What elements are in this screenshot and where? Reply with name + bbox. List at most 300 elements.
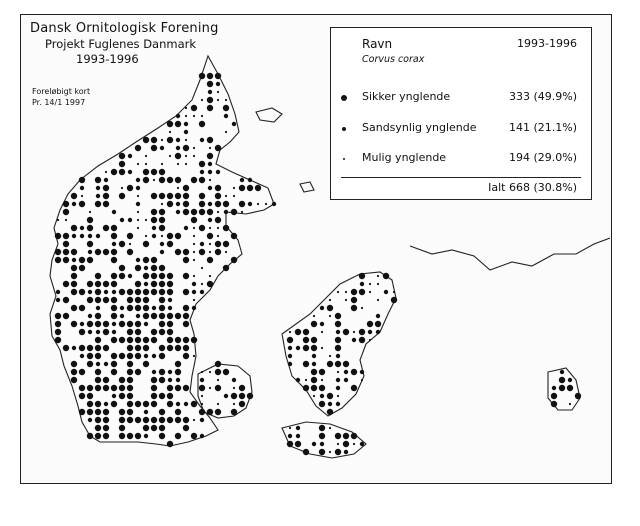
observation-dot (144, 434, 148, 438)
observation-dot (151, 377, 157, 383)
observation-dot (105, 171, 107, 173)
observation-dot (119, 161, 125, 167)
observation-dot (344, 370, 348, 374)
observation-dot (145, 235, 147, 237)
observation-dot (167, 233, 173, 239)
observation-dot (137, 195, 139, 197)
observation-dot (335, 433, 341, 439)
observation-dot (103, 225, 109, 231)
observation-dot (185, 155, 187, 157)
observation-dot (127, 249, 133, 255)
observation-dot (159, 345, 165, 351)
observation-dot (359, 289, 365, 295)
observation-dot (223, 225, 229, 231)
observation-dot (159, 209, 165, 215)
observation-dot (327, 393, 333, 399)
observation-dot (87, 241, 93, 247)
observation-dot (217, 91, 219, 93)
observation-dot (361, 307, 363, 309)
observation-dot (335, 449, 341, 455)
observation-dot (136, 178, 140, 182)
observation-dot (303, 385, 309, 391)
observation-dot (112, 330, 116, 334)
observation-dot (95, 297, 101, 303)
observation-dot (233, 403, 235, 405)
observation-dot (63, 233, 69, 239)
observation-dot (215, 201, 221, 207)
observation-dot (119, 409, 125, 415)
observation-dot (143, 305, 149, 311)
observation-dot (119, 321, 125, 327)
observation-dot (200, 378, 204, 382)
observation-dot (311, 321, 317, 327)
observation-dot (201, 371, 203, 373)
observation-dot (159, 265, 165, 271)
observation-dot (241, 211, 243, 213)
observation-dot (159, 425, 165, 431)
observation-dot (161, 203, 163, 205)
observation-dot (336, 330, 340, 334)
legend-label: Mulig ynglende (362, 151, 447, 164)
observation-dot (153, 179, 155, 181)
observation-dot (152, 354, 156, 358)
observation-dot (337, 371, 339, 373)
observation-dot (112, 242, 116, 246)
observation-dot (343, 361, 349, 367)
observation-dot (159, 313, 165, 319)
observation-dot (96, 330, 100, 334)
observation-dot (111, 401, 117, 407)
observation-dot (71, 369, 77, 375)
observation-dot (215, 409, 221, 415)
observation-dot (103, 193, 109, 199)
legend-count: 141 (21.1%) (508, 121, 577, 134)
observation-dot (88, 418, 92, 422)
large-dot-icon (341, 95, 347, 101)
observation-dot (103, 433, 109, 439)
observation-dot (337, 443, 339, 445)
observation-dot (112, 322, 116, 326)
observation-dot (185, 139, 187, 141)
observation-dot (168, 298, 172, 302)
observation-dot (345, 299, 347, 301)
observation-dot (143, 257, 149, 263)
observation-dot (135, 329, 141, 335)
observation-dot (88, 234, 92, 238)
observation-dot (144, 282, 148, 286)
observation-dot (303, 337, 309, 343)
observation-dot (199, 409, 205, 415)
legend-row-possible (331, 151, 591, 167)
observation-dot (207, 281, 213, 287)
observation-dot (95, 249, 101, 255)
observation-dot (344, 378, 348, 382)
observation-dot (95, 401, 101, 407)
observation-dot (71, 377, 77, 383)
observation-dot (377, 275, 379, 277)
observation-dot (151, 425, 157, 431)
observation-dot (360, 282, 364, 286)
observation-dot (376, 330, 380, 334)
observation-dot (232, 122, 236, 126)
observation-dot (216, 82, 220, 86)
observation-dot (287, 337, 293, 343)
observation-dot (184, 226, 188, 230)
observation-dot (151, 209, 157, 215)
observation-dot (167, 337, 173, 343)
observation-dot (289, 427, 291, 429)
observation-dot (57, 219, 59, 221)
observation-dot (183, 273, 189, 279)
observation-dot (265, 203, 267, 205)
observation-dot (145, 219, 147, 221)
observation-dot (208, 186, 212, 190)
observation-dot (209, 275, 211, 277)
observation-dot (111, 353, 117, 359)
observation-dot (160, 146, 164, 150)
observation-dot (344, 450, 348, 454)
observation-dot (79, 345, 85, 351)
observation-dot (287, 441, 293, 447)
observation-dot (143, 345, 149, 351)
observation-dot (192, 282, 196, 286)
observation-dot (295, 329, 301, 335)
observation-dot (215, 361, 221, 367)
observation-dot (183, 321, 189, 327)
observation-dot (215, 217, 221, 223)
observation-dot (167, 289, 173, 295)
observation-dot (127, 409, 133, 415)
observation-dot (369, 283, 371, 285)
observation-dot (305, 379, 307, 381)
observation-dot (224, 394, 228, 398)
observation-dot (288, 362, 292, 366)
observation-dot (96, 186, 100, 190)
observation-dot (103, 321, 109, 327)
observation-dot (111, 225, 117, 231)
observation-dot (239, 401, 245, 407)
observation-dot (167, 329, 173, 335)
observation-dot (159, 289, 165, 295)
observation-dot (63, 249, 69, 255)
observation-dot (312, 442, 316, 446)
observation-dot (88, 290, 92, 294)
observation-dot (63, 281, 69, 287)
observation-dot (127, 377, 133, 383)
observation-dot (360, 370, 364, 374)
observation-dot (152, 370, 156, 374)
observation-dot (567, 385, 573, 391)
observation-dot (361, 379, 363, 381)
observation-dot (135, 337, 141, 343)
observation-dot (88, 314, 92, 318)
observation-dot (200, 290, 204, 294)
observation-dot (184, 402, 188, 406)
observation-dot (135, 289, 141, 295)
observation-dot (320, 394, 324, 398)
observation-dot (87, 401, 93, 407)
observation-dot (151, 145, 157, 151)
observation-dot (193, 275, 195, 277)
observation-dot (159, 305, 165, 311)
observation-dot (159, 225, 165, 231)
observation-dot (161, 139, 163, 141)
observation-dot (337, 395, 339, 397)
observation-dot (168, 370, 172, 374)
observation-dot (312, 362, 316, 366)
observation-dot (231, 257, 237, 263)
observation-dot (159, 281, 165, 287)
observation-dot (176, 138, 180, 142)
observation-dot (209, 371, 211, 373)
observation-dot (80, 186, 84, 190)
observation-dot (175, 313, 181, 319)
observation-dot (72, 346, 76, 350)
observation-dot (167, 241, 173, 247)
observation-dot (225, 99, 227, 101)
observation-dot (215, 73, 221, 79)
observation-dot (103, 329, 109, 335)
observation-dot (335, 337, 341, 343)
observation-dot (377, 283, 379, 285)
observation-dot (336, 378, 340, 382)
observation-dot (207, 233, 213, 239)
legend-row-probable (331, 121, 591, 137)
observation-dot (112, 210, 116, 214)
observation-dot (143, 401, 149, 407)
observation-dot (71, 281, 77, 287)
observation-dot (128, 170, 132, 174)
observation-dot (71, 321, 77, 327)
observation-dot (159, 273, 165, 279)
observation-dot (233, 187, 235, 189)
observation-dot (103, 385, 109, 391)
observation-dot (79, 329, 85, 335)
observation-dot (359, 329, 365, 335)
observation-dot (191, 401, 197, 407)
legend-row-confirmed (331, 90, 591, 106)
observation-dot (217, 235, 219, 237)
observation-dot (303, 361, 309, 367)
observation-dot (167, 121, 173, 127)
observation-dot (552, 386, 556, 390)
observation-dot (329, 427, 331, 429)
observation-dot (63, 257, 69, 263)
observation-dot (184, 122, 188, 126)
observation-dot (215, 185, 221, 191)
observation-dot (200, 170, 204, 174)
observation-dot (135, 297, 141, 303)
observation-dot (183, 385, 189, 391)
observation-dot (193, 251, 195, 253)
observation-dot (191, 217, 197, 223)
observation-dot (199, 73, 205, 79)
observation-dot (351, 369, 357, 375)
observation-dot (159, 297, 165, 303)
observation-dot (303, 329, 309, 335)
observation-dot (321, 331, 323, 333)
observation-dot (111, 337, 117, 343)
observation-dot (151, 393, 157, 399)
observation-dot (127, 369, 133, 375)
observation-dot (120, 306, 124, 310)
observation-dot (351, 297, 357, 303)
observation-dot (201, 403, 203, 405)
observation-dot (175, 249, 181, 255)
observation-dot (119, 337, 125, 343)
observation-dot (151, 289, 157, 295)
observation-dot (248, 178, 252, 182)
observation-dot (199, 161, 205, 167)
observation-dot (151, 273, 157, 279)
zealand-coastline (282, 272, 396, 416)
legend-years: 1993-1996 (517, 37, 577, 50)
observation-dot (143, 425, 149, 431)
observation-dot (104, 290, 108, 294)
observation-dot (367, 321, 373, 327)
observation-dot (551, 401, 557, 407)
observation-dot (152, 226, 156, 230)
observation-dot (329, 355, 331, 357)
observation-dot (199, 385, 205, 391)
observation-dot (313, 395, 315, 397)
observation-dot (63, 241, 69, 247)
observation-dot (335, 313, 341, 319)
org-title: Dansk Ornitologisk Forening (30, 21, 219, 36)
observation-dot (175, 193, 181, 199)
observation-dot (151, 313, 157, 319)
anholt-island (300, 182, 314, 192)
observation-dot (296, 426, 300, 430)
observation-dot (79, 305, 85, 311)
observation-dot (63, 345, 69, 351)
observation-dot (160, 242, 164, 246)
observation-dot (119, 273, 125, 279)
observation-dot (289, 331, 291, 333)
observation-dot (89, 211, 91, 213)
observation-dot (71, 361, 77, 367)
observation-dot (193, 259, 195, 261)
observation-dot (103, 281, 109, 287)
observation-dot (168, 306, 172, 310)
observation-dot (199, 249, 205, 255)
observation-dot (352, 338, 356, 342)
observation-dot (311, 337, 317, 343)
observation-dot (193, 155, 195, 157)
observation-dot (103, 297, 109, 303)
observation-dot (159, 409, 165, 415)
observation-dot (327, 305, 333, 311)
observation-dot (119, 417, 125, 423)
observation-dot (175, 233, 181, 239)
observation-dot (272, 202, 276, 206)
observation-dot (65, 219, 67, 221)
observation-dot (103, 249, 109, 255)
observation-dot (321, 379, 323, 381)
observation-dot (217, 403, 219, 405)
observation-dot (232, 378, 236, 382)
observation-dot (87, 225, 93, 231)
observation-dot (119, 393, 125, 399)
observation-dot (96, 234, 100, 238)
observation-dot (127, 353, 133, 359)
observation-dot (63, 209, 69, 215)
observation-dot (193, 147, 195, 149)
observation-dot (217, 211, 219, 213)
observation-dot (296, 346, 300, 350)
observation-dot (145, 155, 147, 157)
observation-dot (143, 289, 149, 295)
observation-dot (351, 289, 357, 295)
observation-dot (79, 385, 85, 391)
observation-dot (72, 258, 76, 262)
observation-dot (151, 385, 157, 391)
observation-dot (144, 410, 148, 414)
observation-dot (343, 329, 349, 335)
observation-dot (167, 177, 173, 183)
observation-dot (119, 241, 125, 247)
observation-dot (215, 249, 221, 255)
observation-dot (120, 314, 124, 318)
observation-dot (377, 299, 379, 301)
observation-dot (95, 273, 101, 279)
observation-dot (135, 305, 141, 311)
observation-dot (80, 354, 84, 358)
observation-dot (87, 345, 93, 351)
observation-dot (103, 185, 109, 191)
observation-dot (127, 361, 133, 367)
observation-dot (95, 385, 101, 391)
legend-label: Sandsynlig ynglende (362, 121, 477, 134)
observation-dot (167, 417, 173, 423)
observation-dot (199, 177, 205, 183)
observation-dot (327, 361, 333, 367)
observation-dot (80, 226, 84, 230)
observation-dot (88, 330, 92, 334)
observation-dot (183, 305, 189, 311)
observation-dot (176, 202, 180, 206)
observation-dot (319, 401, 325, 407)
observation-dot (201, 395, 203, 397)
observation-dot (319, 433, 325, 439)
observation-dot (335, 345, 341, 351)
observation-dot (225, 195, 227, 197)
observation-dot (127, 289, 133, 295)
observation-dot (231, 209, 237, 215)
observation-dot (193, 419, 195, 421)
observation-dot (215, 193, 221, 199)
observation-dot (103, 425, 109, 431)
observation-dot (303, 345, 309, 351)
observation-dot (71, 289, 77, 295)
legend-box (330, 27, 592, 200)
observation-dot (336, 354, 340, 358)
observation-dot (569, 403, 571, 405)
project-title: Projekt Fuglenes Danmark (45, 37, 197, 51)
observation-dot (143, 169, 149, 175)
observation-dot (167, 193, 173, 199)
observation-dot (55, 337, 61, 343)
observation-dot (167, 401, 173, 407)
observation-dot (375, 321, 381, 327)
observation-dot (167, 385, 173, 391)
observation-dot (87, 393, 93, 399)
observation-dot (167, 273, 173, 279)
observation-dot (559, 377, 565, 383)
observation-dot (137, 227, 139, 229)
observation-dot (55, 249, 61, 255)
observation-dot (376, 314, 380, 318)
